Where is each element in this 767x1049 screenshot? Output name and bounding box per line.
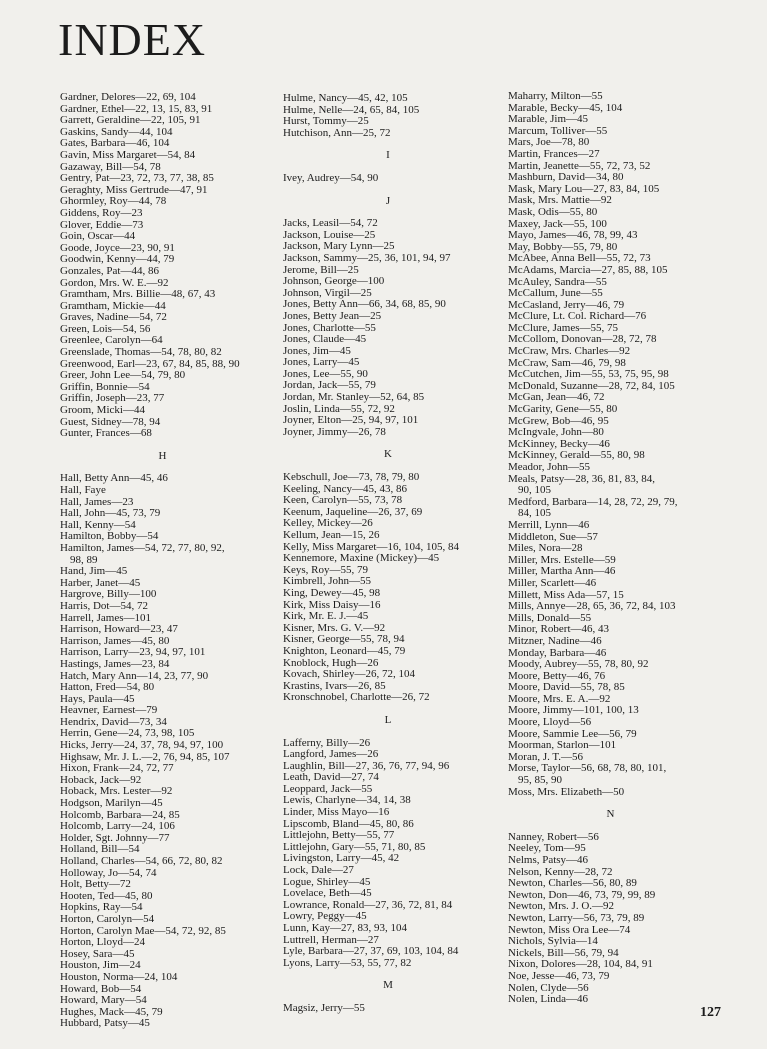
index-entry: Graves, Nadine—54, 72: [60, 311, 167, 324]
index-entry: Goode, Joyce—23, 90, 91: [60, 241, 175, 254]
index-entry: McAuley, Sandra—55: [508, 275, 607, 288]
index-entry: McCraw, Sam—46, 79, 98: [508, 356, 626, 369]
index-entry: Gates, Barbara—46, 104: [60, 137, 170, 150]
index-entry: McGan, Jean—46, 72: [508, 391, 605, 404]
index-entry: Medford, Barbara—14, 28, 72, 29, 79,: [508, 495, 678, 508]
index-entry: McCallum, June—55: [508, 287, 603, 300]
index-entry: McGrew, Bob—46, 95: [508, 414, 609, 427]
index-entry: McKinney, Gerald—55, 80, 98: [508, 449, 645, 462]
index-entry-continuation: 84, 105: [518, 507, 551, 520]
index-entry: Goodwin, Kenny—44, 79: [60, 253, 175, 266]
index-entry: Giddens, Roy—23: [60, 206, 143, 219]
index-entry-continuation: 95, 85, 90: [518, 774, 562, 787]
index-entry: Lyle, Barbara—27, 37, 69, 103, 104, 84: [283, 945, 459, 958]
index-entry: Marable, Jim—45: [508, 113, 589, 126]
index-entry: Millett, Miss Ada—57, 15: [508, 588, 624, 601]
index-entry: Kisner, George—55, 78, 94: [283, 633, 405, 646]
index-entry: Mills, Annye—28, 65, 36, 72, 84, 103: [508, 600, 676, 613]
index-entry: Jordan, Mr. Stanley—52, 64, 85: [283, 391, 425, 404]
index-entry: Krastins, Ivars—26, 85: [283, 679, 386, 692]
index-entry: Middleton, Sue—57: [508, 530, 598, 543]
index-entry: Lunn, Kay—27, 83, 93, 104: [283, 922, 408, 934]
index-entry: Howard, Bob—54: [60, 982, 142, 995]
index-entry: Hastings, James—23, 84: [60, 657, 170, 670]
index-entry: Jones, Lee—55, 90: [283, 367, 368, 380]
index-entry: Herrin, Gene—24, 73, 98, 105: [60, 727, 195, 740]
index-entry: Miller, Scarlett—46: [508, 576, 597, 589]
index-entry: Meador, John—55: [508, 461, 591, 473]
index-entry: Gordon, Mrs. W. E.—92: [60, 276, 169, 289]
index-entry: Littlejohn, Gary—55, 71, 80, 85: [283, 840, 426, 853]
index-entry: Hosey, Sara—45: [60, 947, 135, 960]
index-entry: Nelson, Kenny—28, 72: [508, 865, 613, 878]
index-entry: Howard, Mary—54: [60, 994, 147, 1007]
index-entry: Lipscomb, Bland—45, 80, 86: [283, 817, 414, 830]
index-entry: Gentry, Pat—23, 72, 73, 77, 38, 85: [60, 172, 214, 185]
index-entry: Gaskins, Sandy—44, 104: [60, 125, 173, 138]
index-entry: McClure, Lt. Col. Richard—76: [508, 310, 647, 323]
index-entry: Kimbrell, John—55: [283, 575, 371, 588]
index-entry: Green, Lois—54, 56: [60, 322, 151, 335]
index-entry: Lovelace, Beth—45: [283, 887, 372, 900]
index-entry: Hopkins, Ray—54: [60, 901, 143, 914]
index-entry: Kellum, Jean—15, 26: [283, 529, 380, 541]
index-entry: Newton, Mrs. J. O.—92: [508, 900, 615, 913]
index-column-1: [60, 92, 265, 1030]
index-entry: Holder, Sgt. Johnny—77: [60, 831, 170, 844]
index-entry: Hoback, Jack—92: [60, 773, 142, 786]
index-entry: Kisner, Mrs. G. V.—92: [283, 621, 386, 634]
index-entry: Harber, Janet—45: [60, 576, 141, 589]
index-entry: Hall, Kenny—54: [60, 518, 136, 531]
index-entry: Horton, Carolyn Mae—54, 72, 92, 85: [60, 924, 226, 937]
index-entry: Newton, Don—46, 73, 79, 99, 89: [508, 888, 656, 901]
index-entry: Moore, Lloyd—56: [508, 716, 592, 729]
index-entry: Mills, Donald—55: [508, 611, 592, 624]
index-entry: Kronschnobel, Charlotte—26, 72: [283, 691, 430, 704]
index-entry: Kelly, Miss Margaret—16, 104, 105, 84: [283, 540, 459, 553]
letter-heading: I: [386, 149, 390, 162]
index-entry: Horton, Lloyd—24: [60, 936, 145, 949]
index-entry: Mars, Joe—78, 80: [508, 136, 590, 149]
index-entry: Ivey, Audrey—54, 90: [283, 171, 379, 184]
index-entry: Moore, Betty—46, 76: [508, 669, 606, 682]
index-entry: Nelms, Patsy—46: [508, 854, 589, 866]
index-entry: McCutchen, Jim—55, 53, 75, 95, 98: [508, 368, 669, 381]
index-entry: Holcomb, Barbara—24, 85: [60, 808, 180, 821]
index-entry: Joslin, Linda—55, 72, 92: [283, 402, 395, 415]
index-entry: Livingston, Larry—45, 42: [283, 852, 400, 865]
index-entry: Joyner, Elton—25, 94, 97, 101: [283, 414, 419, 427]
letter-heading: J: [385, 194, 391, 207]
index-entry: McClure, James—55, 75: [508, 321, 618, 334]
index-entry: Nixon, Dolores—28, 104, 84, 91: [508, 958, 653, 971]
index-entry: Jones, Jim—45: [283, 344, 351, 357]
index-entry: Holland, Charles—54, 66, 72, 80, 82: [60, 855, 223, 867]
index-entry: Mashburn, David—34, 80: [508, 171, 624, 184]
index-entry: Harrison, Larry—23, 94, 97, 101: [60, 646, 206, 659]
index-entry: Meals, Patsy—28, 36, 81, 83, 84,: [508, 472, 655, 485]
index-entry: Jackson, Louise—25: [283, 228, 376, 241]
index-entry: Linder, Miss Mayo—16: [283, 806, 390, 819]
letter-heading: N: [606, 808, 615, 821]
index-entry: Magsiz, Jerry—55: [283, 1001, 365, 1014]
index-entry: Knighton, Leonard—45, 79: [283, 644, 406, 657]
index-entry: Mitzner, Nadine—46: [508, 634, 602, 647]
index-entry: Monday, Barbara—46: [508, 646, 607, 659]
index-entry: Keen, Carolyn—55, 73, 78: [283, 494, 403, 507]
index-entry: Gonzales, Pat—44, 86: [60, 264, 159, 277]
index-entry: Hamilton, Bobby—54: [60, 530, 159, 543]
index-entry: Jones, Larry—45: [283, 356, 360, 369]
index-entry: Lewis, Charlyne—34, 14, 38: [283, 794, 411, 807]
index-entry: Noe, Jesse—46, 73, 79: [508, 969, 610, 982]
index-entry: Moran, J. T.—56: [508, 750, 584, 763]
index-entry: Marcum, Tolliver—55: [508, 124, 608, 137]
index-entry: Mayo, James—46, 78, 99, 43: [508, 229, 638, 242]
index-entry: Heavner, Earnest—79: [60, 704, 158, 717]
index-entry: Hulme, Nelle—24, 65, 84, 105: [283, 103, 420, 116]
index-entry: Langford, James—26: [283, 748, 379, 761]
index-entry: Mask, Mrs. Mattie—92: [508, 194, 612, 207]
index-entry: Hall, John—45, 73, 79: [60, 507, 161, 520]
index-entry: Garrett, Geraldine—22, 105, 91: [60, 114, 201, 127]
index-entry: Miles, Nora—28: [508, 542, 583, 555]
letter-heading: K: [384, 448, 392, 461]
index-entry: Geraghty, Miss Gertrude—47, 91: [60, 183, 208, 196]
index-entry: Hatton, Fred—54, 80: [60, 681, 155, 694]
index-entry: Marable, Becky—45, 104: [508, 101, 623, 114]
index-entry: Harrison, James—45, 80: [60, 634, 170, 647]
index-entry: Hughes, Mack—45, 79: [60, 1005, 163, 1018]
index-entry: Houston, Jim—24: [60, 959, 141, 972]
index-entry: Lafferny, Billy—26: [283, 736, 371, 749]
index-entry: Hoback, Mrs. Lester—92: [60, 785, 173, 798]
index-entry: Nolen, Clyde—56: [508, 981, 589, 994]
index-entry: Holt, Betty—72: [60, 878, 131, 891]
index-entry: Kelley, Mickey—26: [283, 517, 373, 530]
page-number: 127: [700, 1005, 721, 1020]
index-entry: Holland, Bill—54: [60, 843, 140, 856]
index-entry: Jacks, Leasil—54, 72: [283, 217, 378, 230]
index-entry: Merrill, Lynn—46: [508, 518, 590, 531]
index-entry: McGarity, Gene—55, 80: [508, 403, 618, 416]
index-entry: Harris, Dot—54, 72: [60, 599, 148, 612]
index-entry: Horton, Carolyn—54: [60, 912, 155, 925]
index-entry: McCollom, Donovan—28, 72, 78: [508, 333, 657, 346]
letter-heading: L: [384, 713, 392, 726]
index-entry: Harrell, James—101: [60, 611, 152, 624]
index-entry: Greenwood, Earl—23, 67, 84, 85, 88, 90: [60, 357, 240, 370]
index-column-2: [283, 93, 493, 1015]
index-entry: Harrison, Howard—23, 47: [60, 623, 178, 636]
index-entry: McCasland, Jerry—46, 79: [508, 298, 625, 311]
index-entry: Keenum, Jaqueline—26, 37, 69: [283, 505, 423, 518]
index-entry: McAdams, Marcia—27, 85, 88, 105: [508, 263, 668, 276]
index-entry: Kovach, Shirley—26, 72, 104: [283, 668, 415, 681]
index-entry: Joyner, Jimmy—26, 78: [283, 425, 386, 438]
index-entry: Ghormley, Roy—44, 78: [60, 195, 167, 208]
index-entry: Highsaw, Mr. J. L.—2, 76, 94, 85, 107: [60, 750, 230, 763]
index-entry: McKinney, Becky—46: [508, 437, 610, 450]
index-entry: Jones, Betty Jean—25: [283, 309, 382, 322]
index-entry: Griffin, Bonnie—54: [60, 380, 150, 393]
index-entry: Moore, Mrs. E. A.—92: [508, 692, 611, 705]
index-entry: Nanney, Robert—56: [508, 830, 599, 843]
index-entry: Holcomb, Larry—24, 106: [60, 820, 175, 833]
index-entry: Logue, Shirley—45: [283, 875, 371, 888]
index-entry: Newton, Miss Ora Lee—74: [508, 923, 631, 936]
index-entry: Maxey, Jack—55, 100: [508, 217, 607, 230]
index-entry: Kirk, Mr. E. J.—45: [283, 610, 369, 623]
index-entry: Miller, Mrs. Estelle—59: [508, 553, 616, 566]
index-entry: Holloway, Jo—54, 74: [60, 866, 157, 879]
index-entry: Hall, Betty Ann—45, 46: [60, 472, 168, 485]
index-entry: Moore, David—55, 78, 85: [508, 681, 625, 694]
index-entry: Jones, Betty Ann—66, 34, 68, 85, 90: [283, 298, 446, 311]
index-entry-continuation: 98, 89: [70, 553, 98, 566]
index-entry: Hixon, Frank—24, 72, 77: [60, 762, 174, 775]
index-entry: Johnson, George—100: [283, 275, 385, 288]
index-entry: Hutchison, Ann—25, 72: [283, 126, 391, 139]
index-entry: King, Dewey—45, 98: [283, 586, 381, 599]
index-entry: Knoblock, Hugh—26: [283, 656, 379, 669]
index-entry: Hargrove, Billy—100: [60, 588, 157, 601]
index-entry: Jones, Charlotte—55: [283, 321, 376, 334]
index-entry: Gardner, Delores—22, 69, 104: [60, 91, 196, 103]
index-entry: McIngvale, John—80: [508, 426, 604, 439]
index-entry-continuation: 90, 105: [518, 484, 551, 497]
index-entry: Hatch, Mary Ann—14, 23, 77, 90: [60, 669, 209, 682]
index-entry: Guest, Sidney—78, 94: [60, 415, 161, 428]
index-entry: Greenlee, Carolyn—64: [60, 334, 163, 347]
index-entry: McDonald, Suzanne—28, 72, 84, 105: [508, 379, 675, 392]
index-entry: Nichols, Sylvia—14: [508, 935, 598, 948]
index-entry: Griffin, Joseph—23, 77: [60, 392, 165, 405]
index-entry: Newton, Larry—56, 73, 79, 89: [508, 911, 645, 924]
index-entry: Hendrix, David—73, 34: [60, 715, 167, 728]
index-entry: Greer, John Lee—54, 79, 80: [60, 369, 186, 382]
index-entry: Maharry, Milton—55: [508, 90, 603, 102]
index-entry: McAbee, Anna Bell—55, 72, 73: [508, 252, 651, 265]
index-entry: Moorman, Starlon—101: [508, 739, 617, 752]
index-entry: Moody, Aubrey—55, 78, 80, 92: [508, 658, 649, 671]
index-entry: Hubbard, Patsy—45: [60, 1017, 150, 1030]
index-entry: Minor, Robert—46, 43: [508, 623, 609, 636]
index-entry: Leath, David—27, 74: [283, 771, 379, 784]
index-entry: Kennemore, Maxine (Mickey)—45: [283, 552, 440, 565]
index-entry: Glover, Eddie—73: [60, 218, 144, 231]
index-entry: Hulme, Nancy—45, 42, 105: [283, 92, 408, 104]
index-entry: Jerome, Bill—25: [283, 263, 359, 276]
index-entry: Hays, Paula—45: [60, 692, 135, 705]
index-entry: Miller, Martha Ann—46: [508, 565, 616, 578]
index-entry: Martin, Frances—27: [508, 147, 600, 160]
index-entry: Laughlin, Bill—27, 36, 76, 77, 94, 96: [283, 759, 450, 772]
index-entry: Keys, Roy—55, 79: [283, 563, 368, 576]
index-entry: Leoppard, Jack—55: [283, 782, 373, 795]
index-entry: Littlejohn, Betty—55, 77: [283, 829, 395, 842]
index-entry: Keeling, Nancy—45, 43, 86: [283, 482, 408, 495]
index-column-3: [508, 91, 713, 1006]
index-entry: Newton, Charles—56, 80, 89: [508, 877, 637, 890]
index-entry: Groom, Micki—44: [60, 404, 145, 417]
index-entry: Kirk, Miss Daisy—16: [283, 598, 381, 611]
index-entry: Hall, Faye: [60, 484, 106, 496]
index-entry: Jones, Claude—45: [283, 333, 367, 346]
page-title: INDEX: [58, 14, 207, 65]
index-entry: Martin, Jeanette—55, 72, 73, 52: [508, 159, 651, 172]
index-entry: Moore, Jimmy—101, 100, 13: [508, 704, 639, 717]
index-entry: Kebschull, Joe—73, 78, 79, 80: [283, 471, 420, 484]
index-entry: Hooten, Ted—45, 80: [60, 889, 153, 902]
index-entry: May, Bobby—55, 79, 80: [508, 240, 618, 253]
index-entry: Jordan, Jack—55, 79: [283, 379, 376, 392]
index-entry: Hicks, Jerry—24, 37, 78, 94, 97, 100: [60, 739, 224, 752]
letter-heading: H: [158, 449, 167, 462]
index-entry: Hall, James—23: [60, 495, 134, 508]
index-entry: Neeley, Tom—95: [508, 842, 586, 855]
index-entry: Lowry, Peggy—45: [283, 910, 367, 923]
index-entry: Greenslade, Thomas—54, 78, 80, 82: [60, 346, 222, 359]
index-entry: Moore, Sammie Lee—56, 79: [508, 727, 637, 740]
index-entry: Gazaway, Bill—54, 78: [60, 160, 161, 173]
letter-heading: M: [383, 979, 393, 992]
index-entry: Gardner, Ethel—22, 13, 15, 83, 91: [60, 102, 213, 115]
index-entry: Hurst, Tommy—25: [283, 115, 369, 128]
index-entry: Lyons, Larry—53, 55, 77, 82: [283, 956, 412, 969]
index-entry: Lowrance, Ronald—27, 36, 72, 81, 84: [283, 898, 453, 911]
index-entry: Jackson, Sammy—25, 36, 101, 94, 97: [283, 251, 451, 264]
index-entry: Gunter, Frances—68: [60, 427, 152, 440]
index-entry: Lock, Dale—27: [283, 864, 354, 877]
index-entry: Hodgson, Marilyn—45: [60, 797, 163, 810]
index-entry: Mask, Mary Lou—27, 83, 84, 105: [508, 182, 660, 195]
index-entry: Jackson, Mary Lynn—25: [283, 240, 395, 253]
index-entry: Luttrell, Herman—27: [283, 933, 379, 946]
index-entry: Gramtham, Mrs. Billie—48, 67, 43: [60, 288, 216, 301]
index-entry: McCraw, Mrs. Charles—92: [508, 345, 631, 358]
index-entry: Gramtham, Mickie—44: [60, 299, 166, 312]
index-entry: Nickels, Bill—56, 79, 94: [508, 946, 619, 959]
index-entry: Johnson, Virgil—25: [283, 286, 372, 299]
index-entry: Mask, Odis—55, 80: [508, 205, 598, 218]
index-entry: Moss, Mrs. Elizabeth—50: [508, 785, 625, 798]
index-entry: Hamilton, James—54, 72, 77, 80, 92,: [60, 541, 225, 554]
index-entry: Morse, Taylor—56, 68, 78, 80, 101,: [508, 762, 667, 775]
index-entry: Goin, Oscar—44: [60, 230, 136, 243]
index-entry: Nolen, Linda—46: [508, 993, 589, 1006]
index-entry: Houston, Norma—24, 104: [60, 970, 178, 983]
index-entry: Hand, Jim—45: [60, 565, 128, 578]
index-entry: Gavin, Miss Margaret—54, 84: [60, 148, 196, 161]
